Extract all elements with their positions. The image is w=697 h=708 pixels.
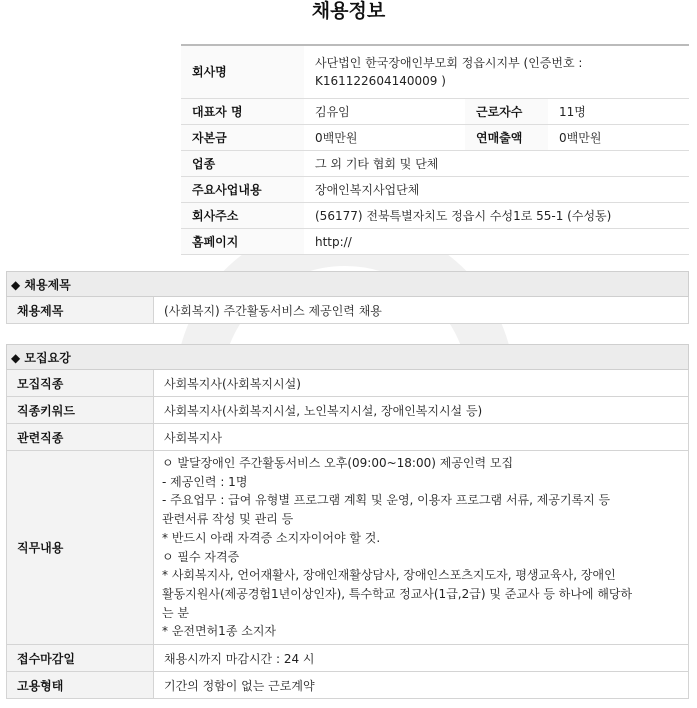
employees-label: 근로자수 [465,99,548,125]
related-job-value: 사회복지사 [154,424,689,451]
deadline-row [7,645,689,672]
industry-label: 업종 [181,151,304,177]
duty-line: ㅇ 발달장애인 주간활동서비스 오후(09:00~18:00) 제공인력 모집 [162,456,514,470]
job-label: 모집직종 [7,370,154,397]
capital-row [181,125,689,151]
requirements-header: ◆ 모집요강 [6,344,689,370]
business-row [181,177,689,203]
duty-row [7,451,689,645]
related-job-row [7,424,689,451]
duty-line: 관련서류 작성 및 관리 등 [162,512,294,527]
recruit-title-section [6,271,689,324]
homepage-row [181,229,689,255]
deadline-label: 접수마감일 [7,645,154,672]
representative-label: 대표자 명 [181,99,304,125]
duty-line: 는 분 [162,605,189,620]
employment-type-label: 고용형태 [7,672,154,699]
employment-type-row [7,672,689,699]
recruit-title-value: (사회복지) 주간활동서비스 제공인력 채용 [154,297,689,324]
deadline-value: 채용시까지 마감시간 : 24 시 [154,645,689,672]
employees-value: 11명 [548,99,689,125]
address-value: (56177) 전북특별자치도 정읍시 수성1로 55-1 (수성동) [304,203,689,229]
representative-row [181,99,689,125]
company-name-label: 회사명 [181,45,304,99]
keyword-label: 직종키워드 [7,397,154,424]
duty-line: - 주요업무 : 급여 유형별 프로그램 계획 및 운영, 이용자 프로그램 서류, 제공기록지 등 [162,493,611,508]
job-row [7,370,689,397]
industry-value: 그 외 기타 협회 및 단체 [304,151,689,177]
recruit-title-label: 채용제목 [7,297,154,324]
duty-line: * 사회복지사, 언어재활사, 장애인재활상담사, 장애인스포츠지도자, 평생교육사, 장애인 [162,568,616,583]
sales-label: 연매출액 [465,125,548,151]
requirements-table [6,370,689,699]
recruit-title-row [7,297,689,324]
duty-content [154,451,689,645]
business-value: 장애인복지사업단체 [304,177,689,203]
homepage-label: 홈페이지 [181,229,304,255]
related-job-label: 관련직종 [7,424,154,451]
duty-line: - 제공인력 : 1명 [162,474,248,489]
address-label: 회사주소 [181,203,304,229]
company-name-row [181,45,689,99]
homepage-link[interactable]: http:// [304,229,689,255]
capital-value: 0백만원 [304,125,465,151]
company-name-value: 사단법인 한국장애인부모회 정읍시지부 (인증번호 : K161122604140009 ) [304,45,689,99]
business-label: 주요사업내용 [181,177,304,203]
address-row [181,203,689,229]
employment-type-value: 기간의 정함이 없는 근로계약 [154,672,689,699]
sales-value: 0백만원 [548,125,689,151]
duty-line: * 반드시 아래 자격증 소지자이어야 할 것. [162,530,381,545]
job-value: 사회복지사(사회복지시설) [154,370,689,397]
industry-row [181,151,689,177]
page-title: 채용정보 [311,0,386,22]
duty-line: 활동지원사(제공경험1년이상인자), 특수학교 정교사(1급,2급) 및 준교사 등 하나에 해당하 [162,586,633,601]
keyword-value: 사회복지사(사회복지시설, 노인복지시설, 장애인복지시설 등) [154,397,689,424]
duty-line: * 운전면허1종 소지자 [162,624,277,639]
company-info-table [181,44,689,255]
recruit-title-table [6,297,689,324]
keyword-row [7,397,689,424]
duty-line: ㅇ 필수 자격증 [162,549,240,564]
requirements-section [6,344,689,699]
duty-label: 직무내용 [7,451,154,645]
recruit-title-header: ◆ 채용제목 [6,271,689,297]
representative-value: 김유임 [304,99,465,125]
capital-label: 자본금 [181,125,304,151]
